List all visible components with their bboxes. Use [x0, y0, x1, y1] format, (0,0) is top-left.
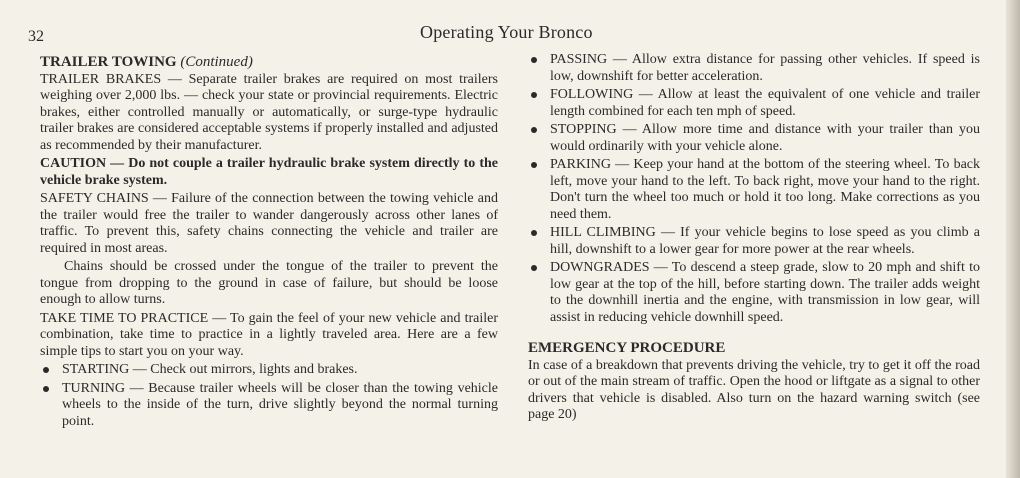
emergency-heading: EMERGENCY PROCEDURE [528, 340, 726, 356]
left-column [40, 52, 498, 432]
bullet-icon [531, 230, 537, 236]
list-item [528, 157, 980, 223]
list-item-text: STOPPING — Allow more time and distance with your trailer than you would ordinarily with your vehicle alone. [550, 122, 980, 154]
section-title-suffix: (Continued) [180, 54, 253, 70]
caution-paragraph: CAUTION — Do not couple a trailer hydraulic brake system directly to the vehicle brake system. [40, 156, 498, 188]
list-item [528, 122, 980, 155]
list-item [40, 362, 498, 379]
list-item [40, 381, 498, 431]
section-title-text: TRAILER TOWING [40, 54, 177, 70]
list-item [528, 52, 980, 85]
list-item-text: DOWNGRADES — To descend a steep grade, slow to 20 mph and shift to low gear at the top of the hill, before starting down. The trailer adds weight to the downhill inertia and the engine, with transmission in low gear, will assist in reducing vehicle downhill speed. [550, 260, 980, 325]
trailer-brakes-paragraph: TRAILER BRAKES — Separate trailer brakes are required on most trailers weighing over 2,000 lbs. — check your state or provincial requirements. Electric brakes, either controlled manually or automatically, or surge-type hydraulic trailer brakes are considered acceptable systems if properly installed and adjusted as recommended by their manufacturer. [40, 71, 498, 153]
right-column [528, 52, 980, 426]
bullet-icon [531, 57, 537, 63]
page-edge-shadow [1006, 0, 1020, 478]
list-item-text: TURNING — Because trailer wheels will be closer than the towing vehicle wheels to the inside of the turn, drive slightly beyond the normal turning point. [62, 380, 498, 429]
list-item-text: PASSING — Allow extra distance for passing other vehicles. If speed is low, downshift for better acceleration. [550, 52, 980, 84]
bullet-icon [531, 265, 537, 271]
page-number: 32 [28, 28, 44, 45]
bullet-icon [43, 386, 49, 392]
practice-paragraph: TAKE TIME TO PRACTICE — To gain the feel of your new vehicle and trailer combination, take time to practice in a lightly traveled area. Here are a few simple tips to start you on your way. [40, 310, 498, 359]
bullet-icon [531, 92, 537, 98]
running-head: Operating Your Bronco [420, 22, 593, 42]
chains-note-paragraph: Chains should be crossed under the tongue of the trailer to prevent the tongue from dropping to the ground in case of failure, but should be loose enough to allow turns. [40, 259, 498, 307]
list-item-text: FOLLOWING — Allow at least the equivalent of one vehicle and trailer length combined for each ten mph of speed. [550, 87, 980, 119]
section-title [40, 54, 498, 71]
left-bullet-list [40, 362, 498, 430]
safety-chains-paragraph: SAFETY CHAINS — Failure of the connection between the towing vehicle and the trailer would free the trailer to wander dangerously across other lanes of traffic. To prevent this, safety chains connecting the vehicle and trailer are required in most areas. [40, 191, 498, 256]
list-item [528, 87, 980, 120]
list-item [528, 260, 980, 326]
bullet-icon [43, 367, 49, 373]
list-item-text: STARTING — Check out mirrors, lights and brakes. [62, 362, 358, 377]
emergency-paragraph: In case of a breakdown that prevents driving the vehicle, try to get it off the road or out of the main stream of traffic. Open the hood or liftgate as a signal to other drivers that vehicle is disabled. Also turn on the hazard warning switch (see page 20) [528, 357, 980, 422]
list-item-text: PARKING — Keep your hand at the bottom of the steering wheel. To back left, move your hand to the left. To back right, move your hand to the right. Don't turn the wheel too much or hold it too long. Make corrections as you need them. [550, 157, 980, 222]
bullet-icon [531, 127, 537, 133]
list-item-text: HILL CLIMBING — If your vehicle begins to lose speed as you climb a hill, downshift to a lower gear for more power at the rear wheels. [550, 225, 980, 257]
bullet-icon [531, 162, 537, 168]
list-item [528, 225, 980, 258]
right-bullet-list [528, 52, 980, 326]
